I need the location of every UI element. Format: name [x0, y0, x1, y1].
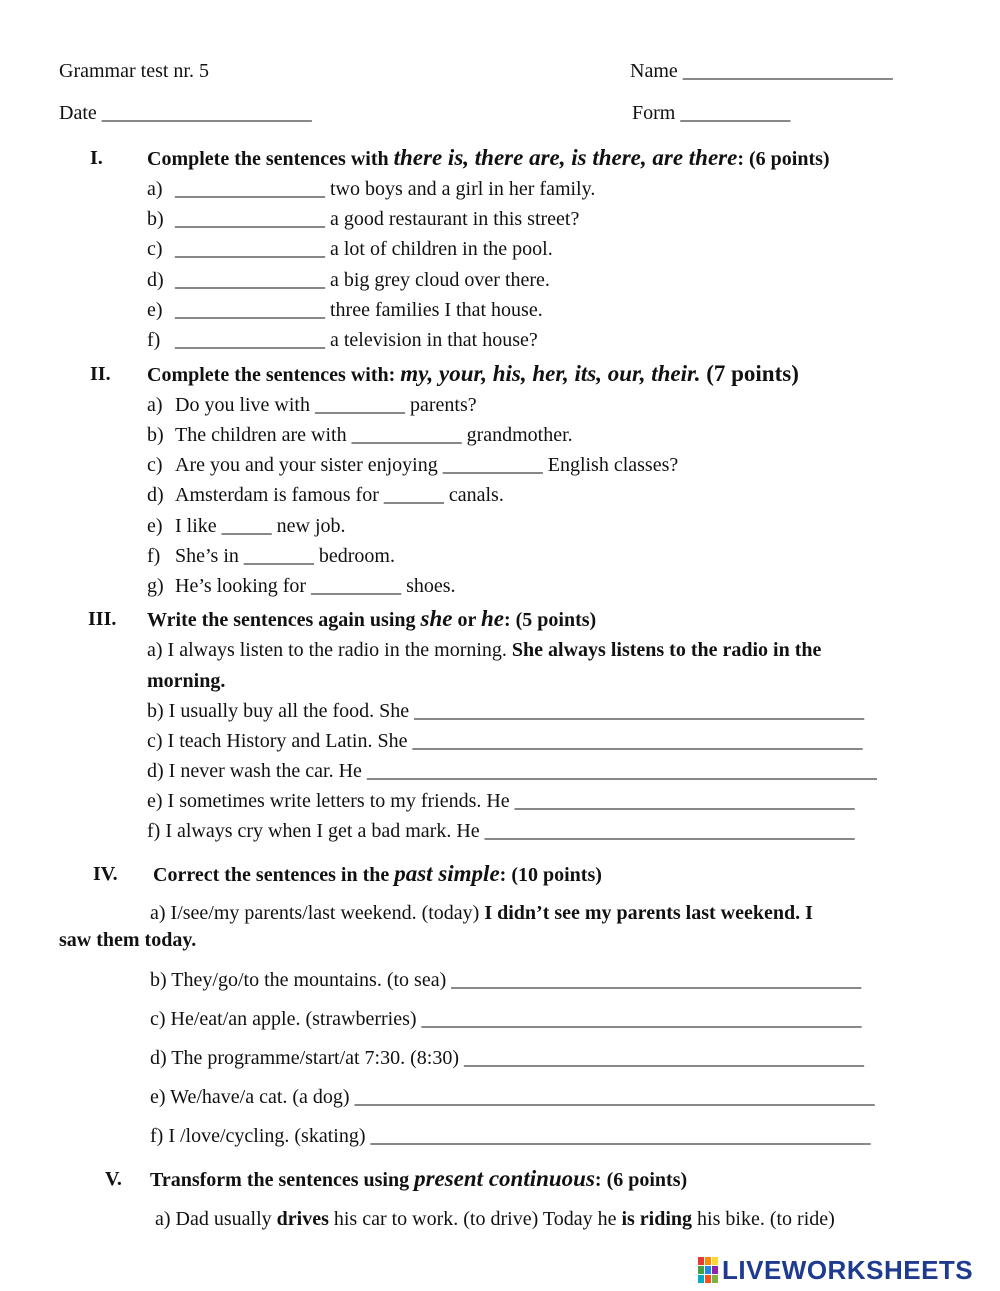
section-4-numeral: IV.: [93, 863, 118, 885]
section-4-heading: Correct the sentences in the past simple: (10 points): [153, 861, 602, 886]
list-item[interactable]: d) _______________ a big grey cloud over there.: [147, 269, 550, 291]
logo-block: [698, 1266, 704, 1274]
list-item[interactable]: f) I /love/cycling. (skating) __________________________________________________: [150, 1125, 871, 1147]
list-item[interactable]: e) I sometimes write letters to my friends. He __________________________________: [147, 790, 855, 812]
list-item[interactable]: f) I always cry when I get a bad mark. He _____________________________________: [147, 820, 855, 842]
form-field[interactable]: Form ___________: [632, 102, 791, 124]
list-item[interactable]: c) I teach History and Latin. She _____________________________________________: [147, 730, 863, 752]
list-item[interactable]: e) _______________ three families I that house.: [147, 299, 543, 321]
list-item[interactable]: b) The children are with ___________ grandmother.: [147, 424, 573, 446]
section-5-numeral: V.: [105, 1168, 122, 1190]
list-item[interactable]: d) Amsterdam is famous for ______ canals.: [147, 484, 504, 506]
section-1-heading: Complete the sentences with there is, there are, is there, are there: (6 points): [147, 145, 830, 170]
section-5-example: a) Dad usually drives his car to work. (to drive) Today he is riding his bike. (to ride): [155, 1208, 835, 1230]
date-field[interactable]: Date _____________________: [59, 102, 312, 124]
liveworksheets-logo[interactable]: [698, 1255, 973, 1285]
list-item[interactable]: d) The programme/start/at 7:30. (8:30) ________________________________________: [150, 1047, 864, 1069]
section-2-numeral: II.: [90, 363, 111, 385]
list-item[interactable]: a) _______________ two boys and a girl in her family.: [147, 178, 596, 200]
section-5-heading: Transform the sentences using present continuous: (6 points): [150, 1166, 688, 1191]
section-1-numeral: I.: [90, 147, 103, 169]
list-item[interactable]: c) He/eat/an apple. (strawberries) ____________________________________________: [150, 1008, 862, 1030]
list-item[interactable]: e) I like _____ new job.: [147, 515, 346, 537]
logo-block: [705, 1266, 711, 1274]
logo-block: [698, 1275, 704, 1283]
list-item[interactable]: g) He’s looking for _________ shoes.: [147, 575, 456, 597]
name-field[interactable]: Name _____________________: [630, 60, 893, 82]
list-item[interactable]: c) _______________ a lot of children in the pool.: [147, 238, 553, 260]
section-3-example: a) I always listen to the radio in the morning. She always listens to the radio in the: [147, 639, 822, 661]
list-item[interactable]: a) Do you live with _________ parents?: [147, 394, 477, 416]
list-item[interactable]: f) _______________ a television in that house?: [147, 329, 538, 351]
list-item[interactable]: c) Are you and your sister enjoying __________ English classes?: [147, 454, 679, 476]
logo-block: [698, 1257, 704, 1265]
section-2-heading: Complete the sentences with: my, your, his, her, its, our, their. (7 points): [147, 361, 799, 386]
logo-block: [712, 1275, 718, 1283]
list-item[interactable]: e) We/have/a cat. (a dog) ____________________________________________________: [150, 1086, 875, 1108]
section-4-example: a) I/see/my parents/last weekend. (today) I didn’t see my parents last weekend. I: [150, 902, 813, 924]
section-3-numeral: III.: [88, 608, 117, 630]
logo-block: [705, 1257, 711, 1265]
logo-block: [712, 1257, 718, 1265]
logo-blocks-icon: [698, 1257, 718, 1283]
section-3-heading: Write the sentences again using she or he: (5 points): [147, 606, 597, 631]
test-title: Grammar test nr. 5: [59, 60, 209, 82]
logo-block: [705, 1275, 711, 1283]
list-item[interactable]: b) They/go/to the mountains. (to sea) _________________________________________: [150, 969, 862, 991]
section-4-example-cont: saw them today.: [59, 929, 197, 951]
list-item[interactable]: f) She’s in _______ bedroom.: [147, 545, 395, 567]
logo-text: LIVEWORKSHEETS: [722, 1254, 974, 1285]
list-item[interactable]: b) I usually buy all the food. She _____________________________________________: [147, 700, 865, 722]
section-3-example-cont: morning.: [147, 670, 226, 692]
list-item[interactable]: b) _______________ a good restaurant in this street?: [147, 208, 580, 230]
logo-block: [712, 1266, 718, 1274]
list-item[interactable]: d) I never wash the car. He ___________________________________________________: [147, 760, 877, 782]
